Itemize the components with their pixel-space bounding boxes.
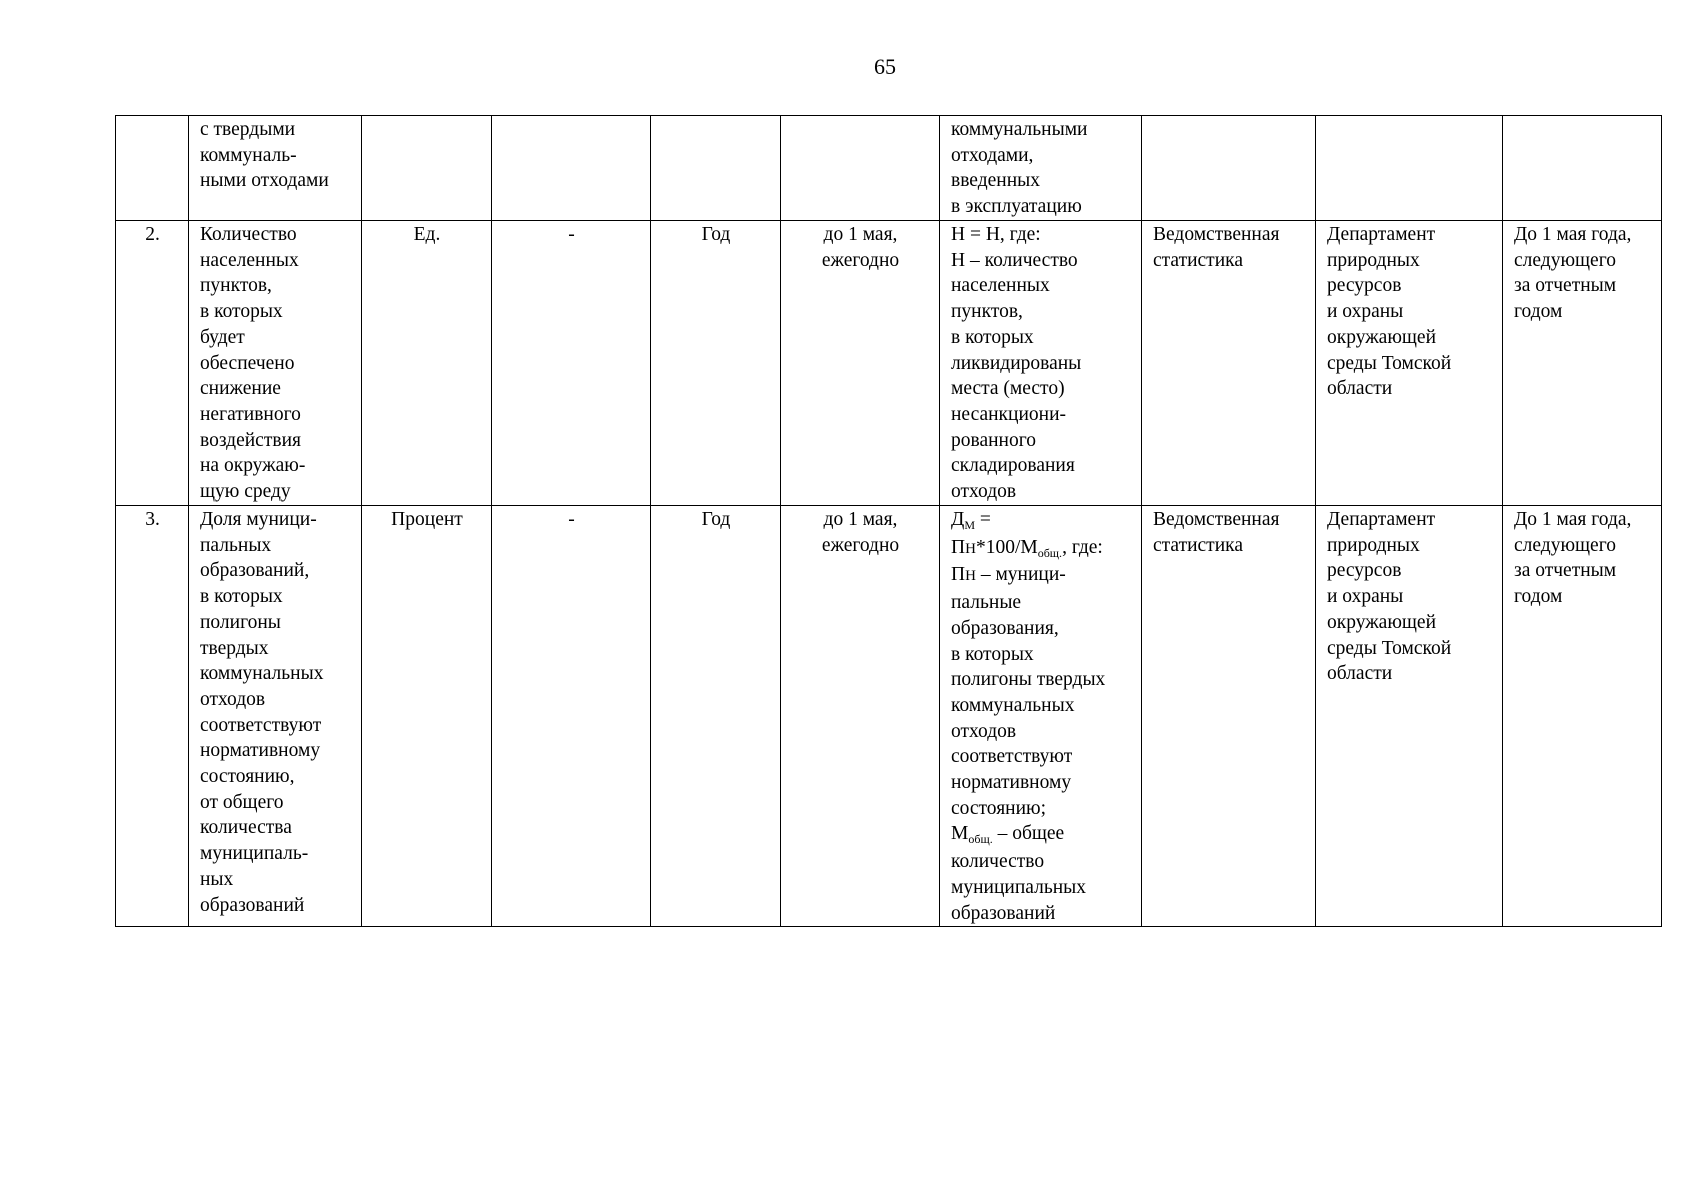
formula-cell: Н = Н, где: Н – количество населенных пунктов, в которых ликвидированы места (место) несанкциони- рованного складирования отходов xyxy=(940,221,1142,506)
row-number-cell: 3. xyxy=(116,506,189,927)
indicator-name-cell: с твердыми коммуналь- ными отходами xyxy=(189,116,362,221)
unit-cell: Процент xyxy=(362,506,492,927)
formula-p-definition: – муници- пальные образования, в которых полигоны твердых коммунальных отходов соответствуют нормативному состоянию; xyxy=(951,564,1106,819)
responsible-cell xyxy=(1316,116,1503,221)
table-row xyxy=(116,221,1662,506)
formula-m-definition: – общее количество муниципальных образований xyxy=(951,823,1087,924)
formula-d-symbol: Д xyxy=(951,509,965,530)
indicators-table xyxy=(115,115,1662,927)
formula-p-def-symbol: П xyxy=(951,564,966,586)
period-cell: Год xyxy=(651,221,781,506)
period-cell: Год xyxy=(651,506,781,927)
responsible-cell: Департамент природных ресурсов и охраны окружающей среды Томской области xyxy=(1316,506,1503,927)
date-cell: до 1 мая, ежегодно xyxy=(781,221,940,506)
unit-cell: Ед. xyxy=(362,221,492,506)
indicator-name-cell: Доля муници- пальных образований, в которых полигоны твердых коммунальных отходов соответствуют нормативному состоянию, от общего количества муниципаль- ных образований xyxy=(189,506,362,927)
formula-m-subscript: общ. xyxy=(1037,545,1063,560)
formula-where: , где: xyxy=(1062,536,1103,558)
deadline-cell xyxy=(1503,116,1662,221)
formula-p-symbol: П xyxy=(951,536,966,558)
source-cell xyxy=(1142,116,1316,221)
formula-equals: = xyxy=(974,509,991,530)
date-cell xyxy=(781,116,940,221)
formula-p-subscript: Н xyxy=(965,540,976,557)
dash-cell: - xyxy=(492,506,651,927)
unit-cell xyxy=(362,116,492,221)
indicator-name-cell: Количество населенных пунктов, в которых будет обеспечено снижение негативного воздействия на окружаю- щую среду xyxy=(189,221,362,506)
formula-cell: коммунальными отходами, введенных в эксплуатацию xyxy=(940,116,1142,221)
formula-multiplier: *100/М xyxy=(975,536,1038,558)
dash-cell xyxy=(492,116,651,221)
deadline-cell: До 1 мая года, следующего за отчетным годом xyxy=(1503,221,1662,506)
formula-m-def-symbol: М xyxy=(951,823,969,845)
source-cell: Ведомственная статистика xyxy=(1142,221,1316,506)
row-number-cell xyxy=(116,116,189,221)
formula-p-def-subscript: Н xyxy=(965,568,976,585)
dash-cell: - xyxy=(492,221,651,506)
deadline-cell: До 1 мая года, следующего за отчетным годом xyxy=(1503,506,1662,927)
responsible-cell: Департамент природных ресурсов и охраны окружающей среды Томской области xyxy=(1316,221,1503,506)
period-cell xyxy=(651,116,781,221)
table-row xyxy=(116,506,1662,927)
formula-d-subscript: М xyxy=(964,518,975,532)
page-number: 65 xyxy=(874,54,896,79)
formula-cell xyxy=(940,506,1142,927)
formula-m-def-subscript: общ. xyxy=(968,832,993,847)
date-cell: до 1 мая, ежегодно xyxy=(781,506,940,927)
source-cell: Ведомственная статистика xyxy=(1142,506,1316,927)
row-number-cell: 2. xyxy=(116,221,189,506)
table-row xyxy=(116,116,1662,221)
